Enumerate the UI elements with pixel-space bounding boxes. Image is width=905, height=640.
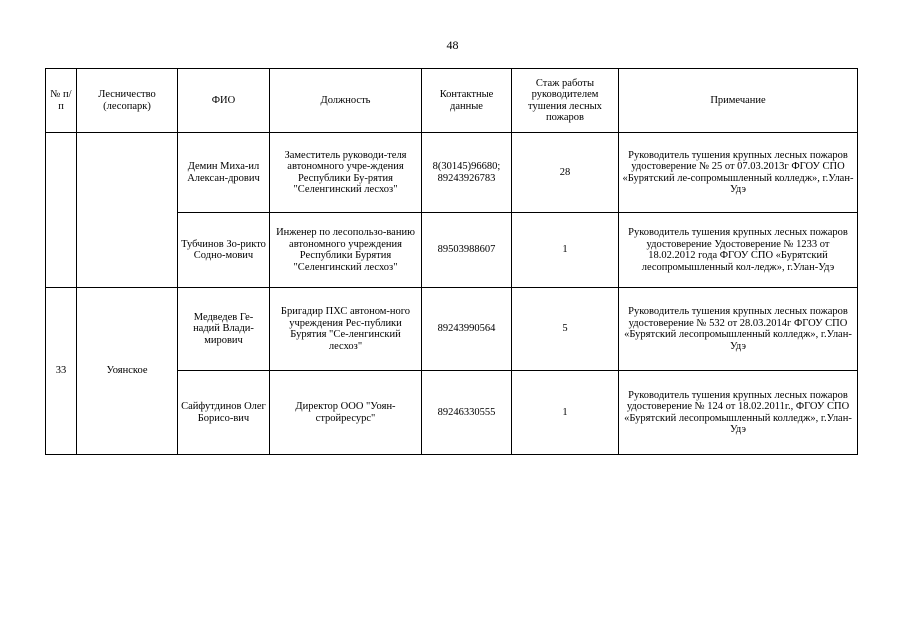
experience-cell: 28 <box>512 133 619 213</box>
position-cell: Директор ООО "Уоян-стройресурс" <box>270 371 422 455</box>
contacts-cell: 8(30145)96680; 89243926783 <box>422 133 512 213</box>
experience-cell: 1 <box>512 213 619 288</box>
note-cell: Руководитель тушения крупных лесных пожаров удостоверение № 532 от 28.03.2014г ФГОУ СПО «Бурятский лесопромышленный колледж», г.Улан-Удэ <box>619 288 858 371</box>
table-header-row <box>46 69 858 133</box>
note-cell: Руководитель тушения крупных лесных пожаров удостоверение № 25 от 07.03.2013г ФГОУ СПО «Бурятский ле-сопромышленный колледж», г.Улан-Удэ <box>619 133 858 213</box>
contacts-cell: 89503988607 <box>422 213 512 288</box>
note-cell: Руководитель тушения крупных лесных пожаров удостоверение № 124 от 18.02.2011г., ФГОУ СПО «Бурятский лесопромышленный колледж», г.Улан-Удэ <box>619 371 858 455</box>
name-cell: Медведев Ге-надий Влади-мирович <box>178 288 270 371</box>
page-number: 48 <box>446 38 459 52</box>
table-row <box>46 133 858 213</box>
header-note: Примечание <box>619 69 858 133</box>
header-position: Должность <box>270 69 422 133</box>
header-experience: Стаж работы руководителем тушения лесных пожаров <box>512 69 619 133</box>
experience-cell: 1 <box>512 371 619 455</box>
header-contacts: Контактные данные <box>422 69 512 133</box>
name-cell: Демин Миха-ил Алексан-дрович <box>178 133 270 213</box>
contacts-cell: 89243990564 <box>422 288 512 371</box>
position-cell: Инженер по лесопользо-ванию автономного учреждения Республики Бурятия "Селенгинский лесхоз" <box>270 213 422 288</box>
group-num-cell: 33 <box>46 288 77 455</box>
header-forestry: Лесничество (лесопарк) <box>77 69 178 133</box>
group-forestry-cell: Уоянское <box>77 288 178 455</box>
group-num-cell <box>46 133 77 288</box>
position-cell: Заместитель руководи-теля автономного учре-ждения Республики Бу-рятия "Селенгинский лесхоз" <box>270 133 422 213</box>
position-cell: Бригадир ПХС автоном-ного учреждения Рес-публики Бурятия "Се-ленгинский лесхоз" <box>270 288 422 371</box>
note-cell: Руководитель тушения крупных лесных пожаров удостоверение Удостоверение № 1233 от 18.02.2012 года ФГОУ СПО «Бурятский лесопромышленный кол-ледж», г.Улан-Удэ <box>619 213 858 288</box>
fire-managers-table <box>45 68 858 455</box>
name-cell: Тубчинов Зо-рикто Содно-мович <box>178 213 270 288</box>
header-num: № п/п <box>46 69 77 133</box>
header-name: ФИО <box>178 69 270 133</box>
contacts-cell: 89246330555 <box>422 371 512 455</box>
name-cell: Сайфутдинов Олег Борисо-вич <box>178 371 270 455</box>
group-forestry-cell <box>77 133 178 288</box>
table-row <box>46 288 858 371</box>
experience-cell: 5 <box>512 288 619 371</box>
